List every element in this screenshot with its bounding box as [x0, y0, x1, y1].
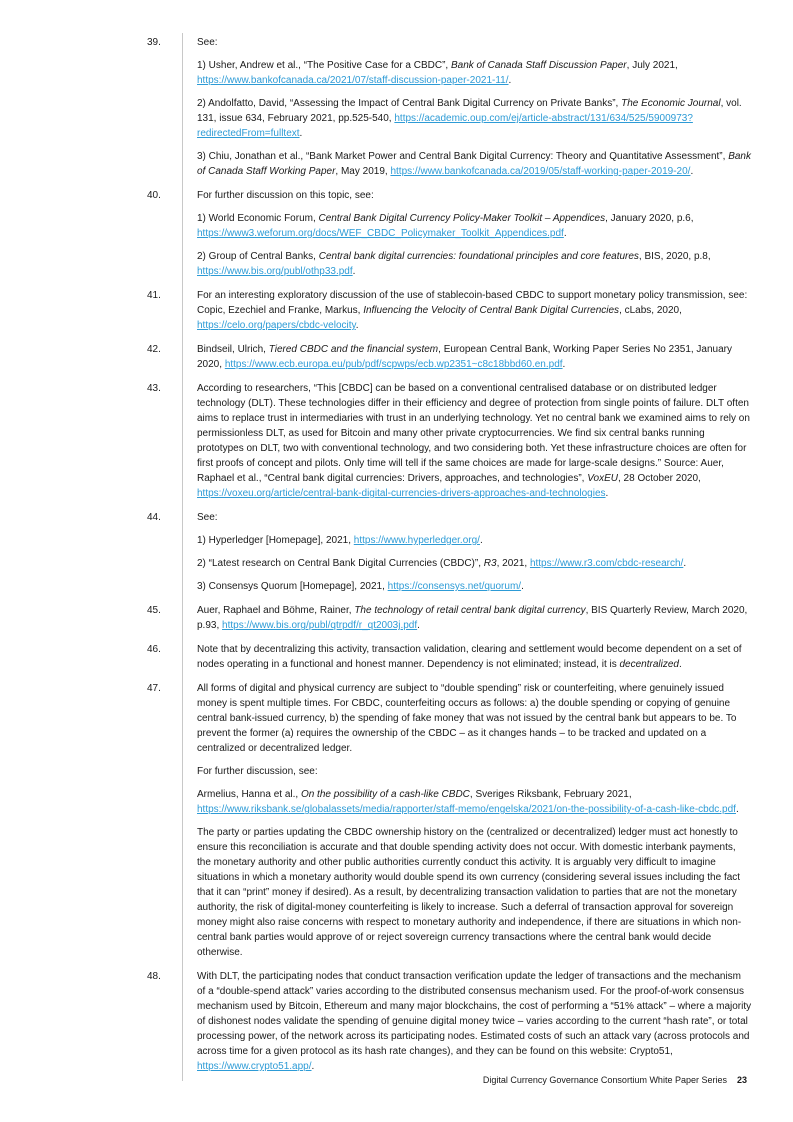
text-segment: , 28 October 2020, [617, 473, 701, 484]
citation-link[interactable]: https://consensys.net/quorum/ [387, 581, 522, 592]
endnote-paragraph [197, 967, 752, 1078]
endnote [147, 379, 752, 508]
endnote-number: 48. [147, 971, 161, 982]
endnote-number: 42. [147, 344, 161, 355]
text-segment: , May 2019, [335, 166, 391, 177]
endnote [147, 679, 752, 967]
endnote-paragraph [197, 508, 752, 531]
text-segment: . [311, 1061, 315, 1072]
text-segment: , January 2020, p.6, [605, 213, 694, 224]
citation-link[interactable]: https://www.bankofcanada.ca/2021/07/staff-discussion-paper-2021-11/ [197, 75, 509, 86]
text-segment: Bindseil, Ulrich, [197, 344, 269, 355]
endnote-paragraph [197, 209, 752, 247]
text-segment: . [508, 75, 512, 86]
text-segment: . [683, 558, 687, 569]
endnote [147, 508, 752, 601]
text-segment: 2) Andolfatto, David, “Assessing the Impact of Central Bank Digital Currency on Private Banks”, [197, 98, 622, 109]
citation-link[interactable]: https://www.r3.com/cbdc-research/ [529, 558, 684, 569]
endnote-paragraph [197, 186, 752, 209]
citation-title: VoxEU [587, 473, 618, 484]
endnotes-list [146, 33, 752, 1081]
endnote [147, 601, 752, 640]
endnote-number: 41. [147, 290, 161, 301]
text-segment: , vol. 131, issue 634, February 2021, pp.525-540, [197, 98, 742, 124]
endnote-paragraph [197, 640, 752, 676]
endnote-paragraph [197, 379, 752, 505]
endnote-paragraph [197, 94, 752, 147]
endnote-paragraph [197, 340, 752, 376]
citation-title: On the possibility of a cash-like CBDC [300, 789, 470, 800]
endnote-paragraph [197, 679, 752, 762]
endnote-number: 46. [147, 644, 161, 655]
citation-title: The Economic Journal [621, 98, 721, 109]
text-segment: For further discussion on this topic, see: [197, 190, 374, 201]
text-segment: , BIS, 2020, p.8, [638, 251, 711, 262]
endnote [147, 186, 752, 286]
endnote-paragraph [197, 247, 752, 283]
citation-link[interactable]: https://celo.org/papers/cbdc-velocity [197, 320, 356, 331]
text-segment: . [299, 128, 303, 139]
endnote-number: 43. [147, 383, 161, 394]
text-segment: . [563, 228, 567, 239]
citation-link[interactable]: https://www.riksbank.se/globalassets/media/rapporter/staff-memo/engelska/2021/on-the-possibility-of-a-cash-like-cbdc.pdf [197, 804, 736, 815]
text-segment: See: [197, 37, 218, 48]
endnote [147, 967, 752, 1081]
text-segment: . [678, 659, 682, 670]
text-segment: , Sveriges Riksbank, February 2021, [469, 789, 632, 800]
endnote-paragraph [197, 56, 752, 94]
text-segment: , European Central Bank, Working Paper Series No 2351, January 2020, [197, 344, 733, 370]
text-segment: 1) Usher, Andrew et al., “The Positive Case for a CBDC”, [197, 60, 451, 71]
text-segment: . [690, 166, 694, 177]
citation-link[interactable]: https://www3.weforum.org/docs/WEF_CBDC_Policymaker_Toolkit_Appendices.pdf [197, 228, 564, 239]
endnote [147, 33, 752, 186]
text-segment: For an interesting exploratory discussion of the use of stablecoin-based CBDC to support monetary policy transmission, see: Copic, Ezechiel and Franke, Markus, [197, 290, 748, 316]
citation-title: Tiered CBDC and the financial system [268, 344, 439, 355]
endnote-paragraph [197, 601, 752, 637]
text-segment: . [479, 535, 483, 546]
text-segment: . [521, 581, 524, 592]
text-segment: 1) Hyperledger [Homepage], 2021, [197, 535, 354, 546]
text-segment: With DLT, the participating nodes that conduct transaction verification update the ledger of transactions and the mechanism of a “double-spend attack” varies according to the distributed consensus mechanism used. For the proof-of-work consensus mechanism used by Bitcoin, Ethereum and many major blockchains, the cost of performing a “51% attack” – where a majority of dishonest nodes validate the spending of genuine digital money twice – varies according to the current “hash rate”, or total processing power, of the network across its participating nodes. Estimated costs of such an attack vary (across protocols and across time for a given protocol as its hash rate changes), and they can be found on this website: Crypto51, [197, 971, 752, 1057]
text-segment: Armelius, Hanna et al., [197, 789, 301, 800]
text-segment: Note that by decentralizing this activity, transaction validation, clearing and settlement would become dependent on a set of nodes operating in a functional and honest manner. Dependency is not eliminated; instead, it is [197, 644, 742, 670]
text-segment: , BIS Quarterly Review, March 2020, p.93, [197, 605, 748, 631]
text-segment: The party or parties updating the CBDC ownership history on the (centralized or decentralized) ledger must act honestly to ensure this reconciliation is accurate and that double spending activity does not occur. With domestic interbank payments, the monetary authority and other public authorities currently conduct this activity. It is arguably very difficult to imagine situations in which a monetary authority would double spend its own currency (considering several issues including the fact that it can “print” money if desired). As a result, by decentralizing transaction validation to parties that are not the monetary authority, the risk of digital-money counterfeiting is likely to increase. Such a deferral of transaction approval for sovereign money might also raise concerns with respect to monetary authority and independence, if there are situations in which non-central bank parties would approve of or reject sovereign currency transactions where the central bank would decide otherwise. [197, 827, 742, 958]
endnote-paragraph [197, 33, 752, 56]
text-segment: 2) Group of Central Banks, [197, 251, 319, 262]
text-segment: , July 2021, [626, 60, 678, 71]
endnote-paragraph [197, 531, 752, 554]
text-segment: . [352, 266, 356, 277]
page-number: 23 [736, 1075, 747, 1085]
text-segment: . [562, 359, 566, 370]
citation-link[interactable]: https://voxeu.org/article/central-bank-digital-currencies-drivers-approaches-and-technologies [197, 488, 606, 499]
text-segment: 3) Chiu, Jonathan et al., “Bank Market Power and Central Bank Digital Currency: Theory and Quantitative Assessment”, [197, 151, 729, 162]
endnote-paragraph [197, 147, 752, 183]
endnote [147, 340, 752, 379]
text-segment: . [735, 804, 739, 815]
citation-link[interactable]: https://www.bis.org/publ/qtrpdf/r_qt2003j.pdf [222, 620, 418, 631]
text-segment: See: [197, 512, 218, 523]
citation-title: The technology of retail central bank digital currency [354, 605, 586, 616]
text-segment: For further discussion, see: [197, 766, 318, 777]
endnote-number: 40. [147, 190, 161, 201]
citation-link[interactable]: https://www.ecb.europa.eu/pub/pdf/scpwps/ecb.wp2351~c8c18bbd60.en.pdf [224, 359, 563, 370]
endnote-paragraph [197, 785, 752, 823]
citation-link[interactable]: https://www.crypto51.app/ [197, 1061, 312, 1072]
endnote-paragraph [197, 762, 752, 785]
footer-series-title: Digital Currency Governance Consortium White Paper Series [482, 1075, 727, 1085]
endnote-number: 47. [147, 683, 161, 694]
text-segment: Auer, Raphael and Böhme, Rainer, [197, 605, 355, 616]
endnote-paragraph [197, 577, 752, 598]
citation-link[interactable]: https://www.hyperledger.org/ [353, 535, 480, 546]
citation-title: R3 [483, 558, 497, 569]
endnote [147, 640, 752, 679]
citation-title: Influencing the Velocity of Central Bank Digital Currencies [363, 305, 620, 316]
endnote-number: 45. [147, 605, 161, 616]
endnote [147, 286, 752, 340]
text-segment: . [355, 320, 359, 331]
citation-title: decentralized [619, 659, 679, 670]
citation-link[interactable]: https://academic.oup.com/ej/article-abstract/131/634/525/5900973?redirectedFrom=fulltext [197, 113, 693, 139]
text-segment: , 2021, [496, 558, 530, 569]
endnote-paragraph [197, 823, 752, 964]
text-segment: , cLabs, 2020, [619, 305, 682, 316]
text-segment: All forms of digital and physical currency are subject to “double spending” risk or counterfeiting, where genuinely issued money is spent multiple times. For CBDC, counterfeiting occurs as follows: a) the double spending or copying of genuine central bank-issued currency, b) the spending of fake money that was not issued by the central bank but appears to be. To prevent the former (a) requires the ownership of the CBDC – as it changes hands – to be tracked and updated on a centralized or decentralized ledger. [197, 683, 737, 754]
citation-title: Bank of Canada Staff Discussion Paper [450, 60, 627, 71]
endnote-paragraph [197, 554, 752, 577]
text-segment: 1) World Economic Forum, [197, 213, 319, 224]
text-segment: 3) Consensys Quorum [Homepage], 2021, [197, 581, 388, 592]
page-footer [483, 1075, 747, 1085]
endnote-number: 44. [147, 512, 161, 523]
text-segment: . [605, 488, 609, 499]
endnote-number: 39. [147, 37, 161, 48]
citation-title: Central Bank Digital Currency Policy-Maker Toolkit – Appendices [318, 213, 606, 224]
citation-link[interactable]: https://www.bankofcanada.ca/2019/05/staff-working-paper-2019-20/ [390, 166, 691, 177]
endnote-paragraph [197, 286, 752, 337]
text-segment: . [417, 620, 420, 631]
citation-title: Central bank digital currencies: foundational principles and core features [318, 251, 639, 262]
text-segment: 2) “Latest research on Central Bank Digital Currencies (CBDC)”, [197, 558, 484, 569]
text-segment: According to researchers, “This [CBDC] can be based on a conventional centralised database or on distributed ledger technology (DLT). These technologies differ in their efficiency and degree of protection from single points of failure. DLT often aims to replace trust in intermediaries with trust in an underlying technology. Yet no central bank we examined aims to rely on permissionless DLT, as used for Bitcoin and many other private cryptocurrencies. We find six central banks running prototypes on DLT, two with conventional technology, and two considering both. Yet these infrastructure choices are often for first proofs of concept and pilots. Only time will tell if the same choices are made for large-scale designs.” Source: Auer, Raphael et al., “Central bank digital currencies: Drivers, approaches, and technologies”, [197, 383, 750, 484]
citation-title: Bank of Canada Staff Working Paper [197, 151, 751, 177]
citation-link[interactable]: https://www.bis.org/publ/othp33.pdf [197, 266, 353, 277]
